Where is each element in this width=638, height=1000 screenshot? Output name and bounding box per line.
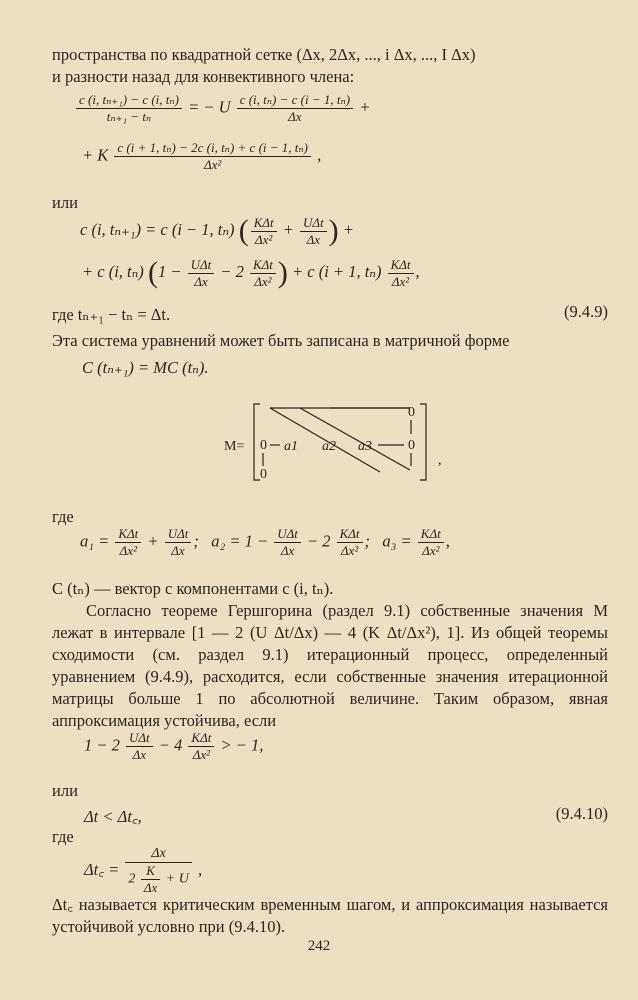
matrix-right-bracket	[420, 404, 426, 480]
equation-matrix-form: C (tₙ₊₁) = MC (tₙ).	[82, 358, 209, 377]
eq8-denominator	[125, 863, 191, 896]
matrix-zero-top-right: 0	[408, 405, 415, 420]
eq6-lead: 1 − 2	[84, 735, 120, 755]
a1-frac-2	[165, 526, 192, 559]
eq8-den-fraction	[141, 863, 160, 896]
where-1: где tₙ₊₁ − tₙ = Δt.	[52, 305, 171, 324]
a1-frac-1-den: Δx²	[119, 543, 137, 558]
matrix-zero-left: 0	[260, 438, 267, 453]
paragraph-intro	[52, 44, 608, 88]
matrix-tail: ,	[438, 453, 442, 468]
matrix-a2: a2	[322, 439, 336, 454]
eq4-tail: ,	[415, 261, 420, 281]
a2-semicolon: ;	[364, 531, 371, 551]
eq6-frac-2	[188, 730, 214, 763]
eq6-frac-1	[126, 730, 153, 763]
where-3: где	[52, 827, 74, 846]
a3-frac	[418, 526, 444, 559]
or-2: или	[52, 781, 78, 800]
eq3-frac-2	[300, 215, 327, 248]
paragraph-matrix-form: Эта система уравнений может быть записана в матричной форме	[52, 331, 510, 350]
equation-1-line-1	[74, 92, 638, 125]
eq2-denominator: Δx²	[204, 157, 222, 172]
eq2-fraction	[114, 140, 311, 173]
eq1-rhs-denominator: Δx	[288, 109, 302, 124]
eq4-mid: + c (i + 1, tₙ)	[292, 261, 382, 281]
eq1-lhs-fraction	[76, 92, 182, 125]
or-1: или	[52, 193, 78, 212]
a1-lhs: a₁ =	[80, 531, 110, 551]
eq3-frac-2-den: Δx	[306, 231, 321, 247]
eq6-frac-1-num: UΔt	[126, 730, 153, 747]
matrix-diagonal-2	[300, 408, 410, 470]
matrix-a1: a1	[284, 439, 298, 454]
eq2-lead: + K	[82, 145, 109, 165]
matrix-label: M=	[224, 439, 245, 454]
a1-frac-1	[115, 526, 141, 559]
eq8-den-frac-num: K	[141, 863, 160, 880]
eq8-den-lead: 2	[128, 871, 136, 887]
intro-line-2: и разности назад для конвективного члена:	[52, 67, 355, 86]
eq4-frac-2-num: KΔt	[250, 257, 276, 274]
eq1-plus: +	[359, 97, 371, 117]
eq4-frac-1	[188, 257, 215, 290]
equation-1-line-2	[82, 140, 638, 173]
a1-semicolon: ;	[193, 531, 199, 551]
a2-frac-1	[274, 526, 301, 559]
a2-minus2: − 2	[306, 531, 331, 551]
a2-frac-2	[337, 526, 363, 559]
eq8-numerator: Δx	[125, 846, 191, 863]
matrix-diagram	[220, 392, 460, 492]
eq6-frac-2-num: KΔt	[188, 730, 214, 747]
equation-3-line-2: + c (i, tₙ) (1 − $\frac{\text{UΔt}}{\Delta x}$ − 2 $\frac{\text{KΔt}}{\text{Δx²}}$ ) + c (i + 1, tₙ) $\frac{\text{KΔt}}{\text{Δx²}}$ ,	[82, 256, 420, 289]
where-2: где	[52, 507, 74, 526]
a3-lhs: a₃ =	[382, 531, 412, 551]
matrix-a3: a3	[358, 439, 372, 454]
a3-frac-num: KΔt	[418, 526, 444, 543]
eq1-rhs-fraction	[237, 92, 353, 125]
eq6-frac-2-den: Δx²	[192, 747, 211, 762]
eq4-frac-1-num: UΔt	[188, 257, 215, 274]
eq4-frac-3	[388, 257, 414, 290]
eq4-one-minus: 1 −	[157, 261, 182, 281]
equation-number-9-4-10: (9.4.10)	[555, 804, 608, 823]
a2-frac-2-den: Δx²	[340, 543, 359, 558]
a1-frac-2-den: Δx	[171, 543, 185, 558]
matrix-zero-bottom-left: 0	[260, 467, 267, 482]
critical-step-definition	[84, 846, 638, 896]
eq3-frac-1	[251, 215, 277, 248]
eq6-frac-1-den: Δx	[132, 747, 147, 762]
critical-step-inequality: Δt < Δt꜀,	[84, 807, 142, 826]
eq3-frac-2-num: UΔt	[300, 215, 327, 232]
eq4-frac-2	[250, 257, 276, 290]
matrix-zero-right: 0	[408, 438, 415, 453]
eq3-lhs: c (i, tₙ₊₁) = c (i − 1, tₙ)	[80, 219, 235, 239]
eq4-lead: + c (i, tₙ)	[82, 261, 144, 281]
equation-number-9-4-9: (9.4.9)	[564, 302, 608, 321]
paragraph-critical-step: Δt꜀ называется критическим временным шагом, и аппроксимация называется устойчивой условно при (9.4.10).	[52, 895, 608, 936]
a3-frac-den: Δx²	[422, 543, 440, 558]
eq4-minus2: − 2	[220, 261, 244, 281]
a3-comma: ,	[445, 531, 450, 551]
eq3-frac-1-den: Δx²	[254, 231, 273, 247]
coefficients-line: a₁ = $\frac{\text{KΔt}}{\text{Δx²}}$ + $\frac{\text{UΔt}}{\Delta x}$ ; a₂ = 1 − $\frac{\text{UΔt}}{\Delta x}$ − 2 $\frac{\text{KΔt}}{\text{Δx²}}$ ; a₃ = $\frac{\text{KΔt}}{\text{Δx²}}$ ,	[80, 526, 450, 558]
a1-frac-1-num: KΔt	[115, 526, 141, 543]
eq8-den-tail: + U	[165, 871, 189, 887]
eq4-frac-3-num: KΔt	[388, 257, 414, 274]
eq3-tail: +	[342, 219, 354, 239]
eq1-mid: = − U	[188, 97, 231, 117]
eq2-tail: ,	[317, 145, 322, 165]
a2-frac-1-den: Δx	[280, 543, 295, 558]
stability-inequality	[84, 730, 638, 763]
equation-3-line-1: c (i, tₙ₊₁) = c (i − 1, tₙ) ( $\frac{\text{KΔt}}{\text{Δx²}}$ + $\frac{\text{UΔt}}{\Delta x}$ ) +	[80, 214, 354, 247]
eq3-frac-1-num: KΔt	[251, 215, 277, 232]
eq8-fraction	[125, 846, 191, 896]
eq8-den-frac-den: Δx	[143, 880, 158, 895]
eq4-frac-1-den: Δx	[194, 273, 208, 289]
intro-line-1: пространства по квадратной сетке (Δx, 2Δx, ..., i Δx, ..., I Δx)	[52, 45, 476, 64]
page-number: 242	[307, 938, 331, 954]
eq4-frac-2-den: Δx²	[254, 273, 272, 289]
eq1-lhs-numerator: c (i, tₙ₊₁) − c (i, tₙ)	[76, 92, 182, 109]
a2-frac-2-num: KΔt	[337, 526, 363, 543]
eq4-frac-3-den: Δx²	[391, 273, 410, 289]
a1-frac-2-num: UΔt	[165, 526, 192, 543]
eq6-tail: > − 1,	[220, 735, 264, 755]
eq1-rhs-numerator: c (i, tₙ) − c (i − 1, tₙ)	[237, 92, 353, 109]
paragraph-vector: C (tₙ) — вектор с компонентами c (i, tₙ).	[52, 579, 334, 598]
eq6-mid: − 4	[158, 735, 183, 755]
a2-lhs: a₂ = 1 −	[211, 531, 269, 551]
eq1-lhs-denominator: tₙ₊₁ − tₙ	[106, 109, 152, 124]
eq8-tail: ,	[197, 859, 203, 879]
paragraph-gershgorin: Согласно теореме Гершгорина (раздел 9.1) собственные значения M лежат в интервале [1 — 2 (U Δt/Δx) — 4 (K Δt/Δx²), 1]. Из общей теоремы сходимости (см. раздел 9.1) итерационный процесс, определенный уравнением (9.4.9), расходится, если собственные значения итерационной матрицы больше 1 по абсолютной величине. Таким образом, явная аппроксимация устойчива, если	[52, 601, 608, 730]
eq8-lhs: Δt꜀ =	[84, 859, 120, 879]
eq2-numerator: c (i + 1, tₙ) − 2c (i, tₙ) + c (i − 1, tₙ)	[114, 140, 311, 157]
a2-frac-1-num: UΔt	[274, 526, 301, 543]
